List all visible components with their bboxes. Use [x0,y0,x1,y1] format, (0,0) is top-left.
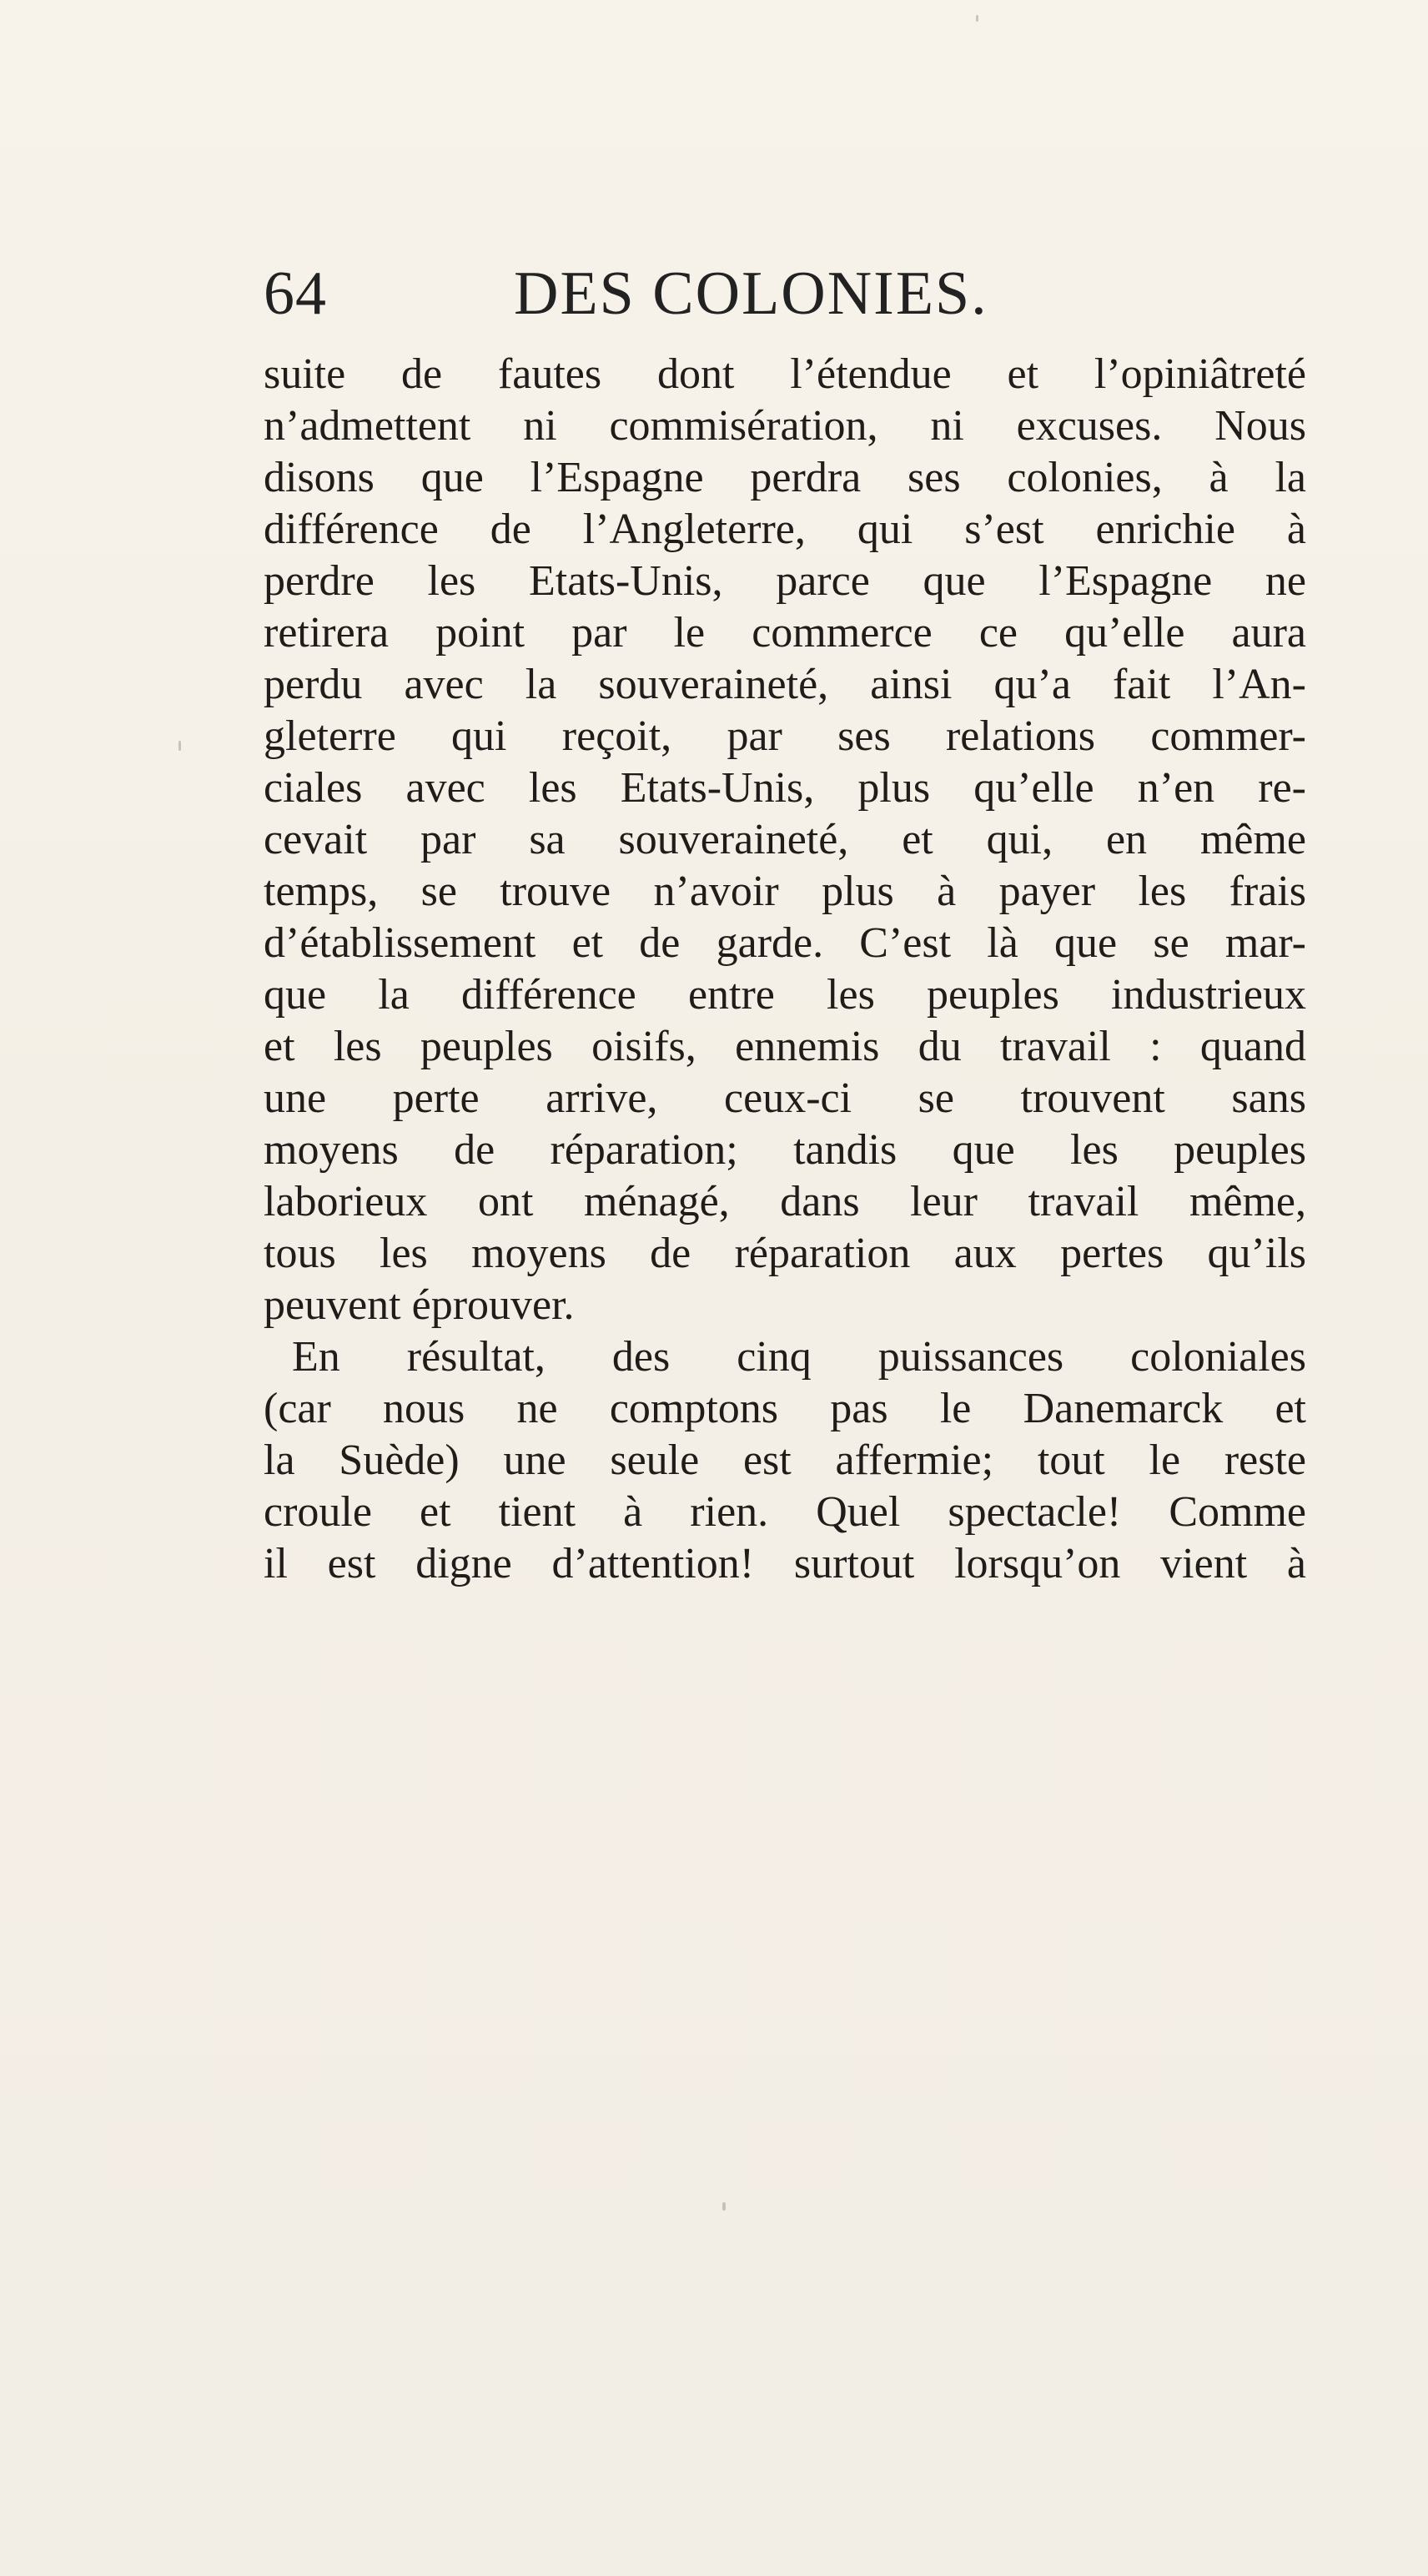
text-line: (car nous ne comptons pas le Danemarck et [264,1385,1306,1432]
text-line: il est digne d’attention! surtout lorsqu’on vient à [264,1540,1306,1587]
text-line: perdre les Etats-Unis, parce que l’Espagne ne [264,557,1306,605]
text-line: laborieux ont ménagé, dans leur travail même, [264,1178,1306,1225]
text-line: temps, se trouve n’avoir plus à payer les frais [264,868,1306,915]
text-line: gleterre qui reçoit, par ses relations commer- [264,712,1306,760]
text-line: croule et tient à rien. Quel spectacle! Comme [264,1488,1306,1536]
text-line: moyens de réparation; tandis que les peuples [264,1126,1306,1174]
text-line: différence de l’Angleterre, qui s’est enrichie à [264,506,1306,553]
page-header [264,259,1148,329]
text-line: la Suède) une seule est affermie; tout le reste [264,1436,1306,1484]
paper-speck [178,741,181,751]
text-line: cevait par sa souveraineté, et qui, en même [264,816,1306,863]
text-line: et les peuples oisifs, ennemis du travail : quand [264,1023,1306,1070]
text-line: une perte arrive, ceux-ci se trouvent sans [264,1074,1306,1122]
text-line-paragraph-end: peuvent éprouver. [264,1281,575,1329]
text-line: suite de fautes dont l’étendue et l’opiniâtreté [264,350,1306,398]
running-title: DES COLONIES. [514,259,988,328]
text-line: perdu avec la souveraineté, ainsi qu’a fait l’An- [264,661,1306,708]
text-line: que la différence entre les peuples industrieux [264,971,1306,1019]
text-line: d’établissement et de garde. C’est là que se mar- [264,919,1306,967]
text-line: retirera point par le commerce ce qu’elle aura [264,609,1306,657]
text-line-paragraph-start: En résultat, des cinq puissances coloniales [292,1333,1306,1381]
text-line: tous les moyens de réparation aux pertes qu’ils [264,1230,1306,1277]
body-text [264,349,1306,1590]
paper-speck [722,2202,726,2211]
text-line: n’admettent ni commisération, ni excuses. Nous [264,402,1306,450]
page-number: 64 [264,259,327,328]
text-line: disons que l’Espagne perdra ses colonies, à la [264,454,1306,501]
paper-speck [976,15,978,22]
text-line: ciales avec les Etats-Unis, plus qu’elle n’en re- [264,764,1306,812]
